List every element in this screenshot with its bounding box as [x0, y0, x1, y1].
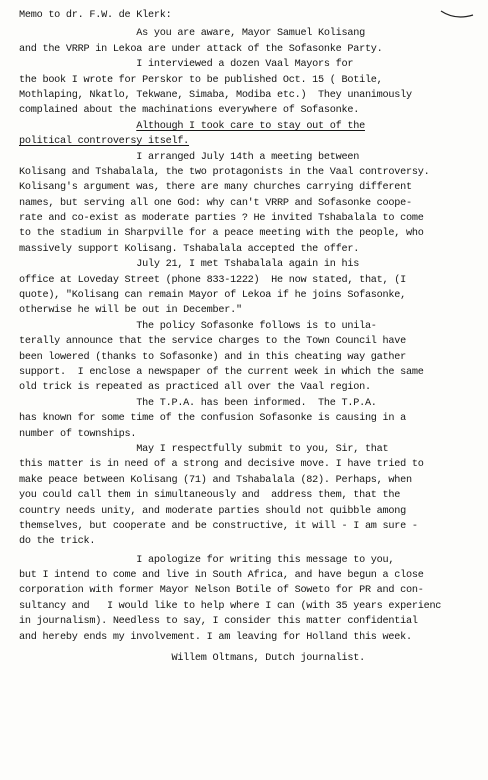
memo-line: support. I enclose a newspaper of the current week in which the same: [19, 366, 424, 378]
memo-line: the book I wrote for Perskor to be published Oct. 15 ( Botile,: [19, 74, 383, 86]
memo-line: massively support Kolisang. Tshabalala accepted the offer.: [19, 243, 360, 255]
memo-line: office at Loveday Street (phone 833-1222) He now stated, that, (I: [19, 274, 406, 286]
memo-line: and the VRRP in Lekoa are under attack of the Sofasonke Party.: [19, 43, 383, 55]
memo-line: in journalism). Needless to say, I consider this matter confidential: [19, 616, 418, 628]
memo-line: The T.P.A. has been informed. The T.P.A.: [19, 397, 377, 409]
memo-line: The policy Sofasonke follows is to unila-: [19, 320, 377, 332]
memo-line: old trick is repeated as practiced all over the Vaal region.: [19, 382, 371, 394]
memo-line: quote), "Kolisang can remain Mayor of Lekoa if he joins Sofasonke,: [19, 290, 406, 302]
underlined-text: political controversy itself.: [19, 136, 190, 148]
memo-line: themselves, but cooperate and be constructive, it will - I am sure -: [19, 520, 418, 532]
memo-body: [19, 8, 474, 666]
memo-line: Kolisang and Tshabalala, the two protagonists in the Vaal controversy.: [19, 166, 430, 178]
memo-line: As you are aware, Mayor Samuel Kolisang: [19, 28, 365, 40]
memo-line: to the stadium in Sharpville for a peace meeting with the people, who: [19, 228, 424, 240]
memo-line: July 21, I met Tshabalala again in his: [19, 259, 360, 271]
underlined-text: Although I took care to stay out of the: [136, 120, 365, 132]
memo-line: country needs unity, and moderate parties should not quibble among: [19, 505, 406, 517]
memo-line: number of townships.: [19, 428, 137, 440]
memo-line: May I respectfully submit to you, Sir, that: [19, 443, 389, 455]
memo-line: terally announce that the service charges to the Town Council have: [19, 336, 406, 348]
memo-line: has known for some time of the confusion Sofasonke is causing in a: [19, 413, 406, 425]
memo-line: [19, 119, 474, 134]
memo-signature: Willem Oltmans, Dutch journalist.: [19, 653, 365, 665]
memo-line: names, but serving all one God: why can't VRRP and Sofasonke coope-: [19, 197, 412, 209]
memo-line: been lowered (thanks to Sofasonke) and in this cheating way gather: [19, 351, 406, 363]
memo-line: rate and co-exist as moderate parties ? He invited Tshabalala to come: [19, 213, 424, 225]
memo-text-lines: [19, 23, 474, 645]
memo-line: but I intend to come and live in South Africa, and have begun a close: [19, 570, 424, 582]
memo-heading: Memo to dr. F.W. de Klerk:: [19, 10, 172, 21]
memo-line: do the trick.: [19, 536, 96, 548]
memo-line: Mothlaping, Nkatlo, Tekwane, Simaba, Modiba etc.) They unanimously: [19, 89, 412, 101]
memo-line: corporation with former Mayor Nelson Botile of Soweto for PR and con-: [19, 585, 424, 597]
memo-line: sultancy and I would like to help where I can (with 35 years experienc: [19, 600, 442, 612]
memo-line: make peace between Kolisang (71) and Tshabalala (82). Perhaps, when: [19, 474, 412, 486]
memo-line: otherwise he will be out in December.": [19, 305, 242, 317]
memo-line: I apologize for writing this message to you,: [19, 554, 395, 566]
memo-line: this matter is in need of a strong and decisive move. I have tried to: [19, 459, 424, 471]
memo-line: you could call them in simultaneously and address them, that the: [19, 490, 401, 502]
memo-line: I arranged July 14th a meeting between: [19, 151, 360, 163]
memo-line: and hereby ends my involvement. I am leaving for Holland this week.: [19, 631, 412, 643]
memo-line: complained about the machinations everywhere of Sofasonke.: [19, 105, 360, 117]
memo-line: I interviewed a dozen Vaal Mayors for: [19, 59, 354, 71]
memo-line: [19, 134, 474, 149]
memo-line: Kolisang's argument was, there are many churches carrying different: [19, 182, 412, 194]
